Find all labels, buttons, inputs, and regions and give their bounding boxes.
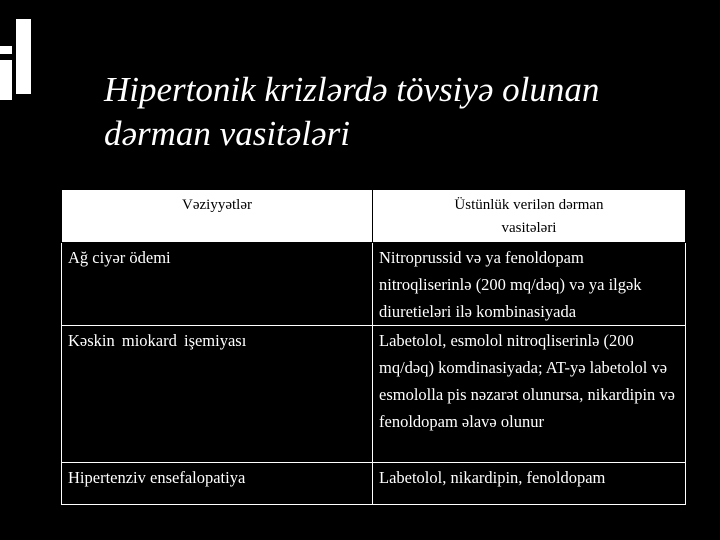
- header-preferred-drugs: Üstünlük verilən dərman vasitələri: [373, 190, 686, 243]
- drugs-cell: Nitroprussid və ya fenoldopam nitroqliserinlə (200 mq/dəq) və ya ilgək diuretieləri ilə kombinasiyada: [373, 243, 686, 326]
- title-line-1: Hipertonik krizlərdə tövsiyə olunan: [104, 70, 600, 109]
- condition-cell: Hipertenziv ensefalopatiya: [62, 463, 373, 505]
- decorative-bar: [0, 60, 12, 100]
- table-header-row: [62, 190, 686, 243]
- decorative-bar: [16, 19, 31, 94]
- table-row: [62, 326, 686, 463]
- title-line-2: dərman vasitələri: [104, 114, 350, 153]
- condition-cell: Kəskin miokard işemiyası: [62, 326, 373, 463]
- slide-title: [104, 68, 684, 156]
- drug-table: [61, 189, 686, 505]
- condition-cell: Ağ ciyər ödemi: [62, 243, 373, 326]
- decorative-bar: [0, 46, 12, 54]
- header-conditions: Vəziyyətlər: [62, 190, 373, 243]
- drugs-cell: Labetolol, esmolol nitroqliserinlə (200 mq/dəq) komdinasiyada; AT-yə labetolol və esmololla pis nəzarət olunursa, nikardipin və fenoldopam əlavə olunur: [373, 326, 686, 463]
- table-row: [62, 463, 686, 505]
- table-row: [62, 243, 686, 326]
- drugs-cell: Labetolol, nikardipin, fenoldopam: [373, 463, 686, 505]
